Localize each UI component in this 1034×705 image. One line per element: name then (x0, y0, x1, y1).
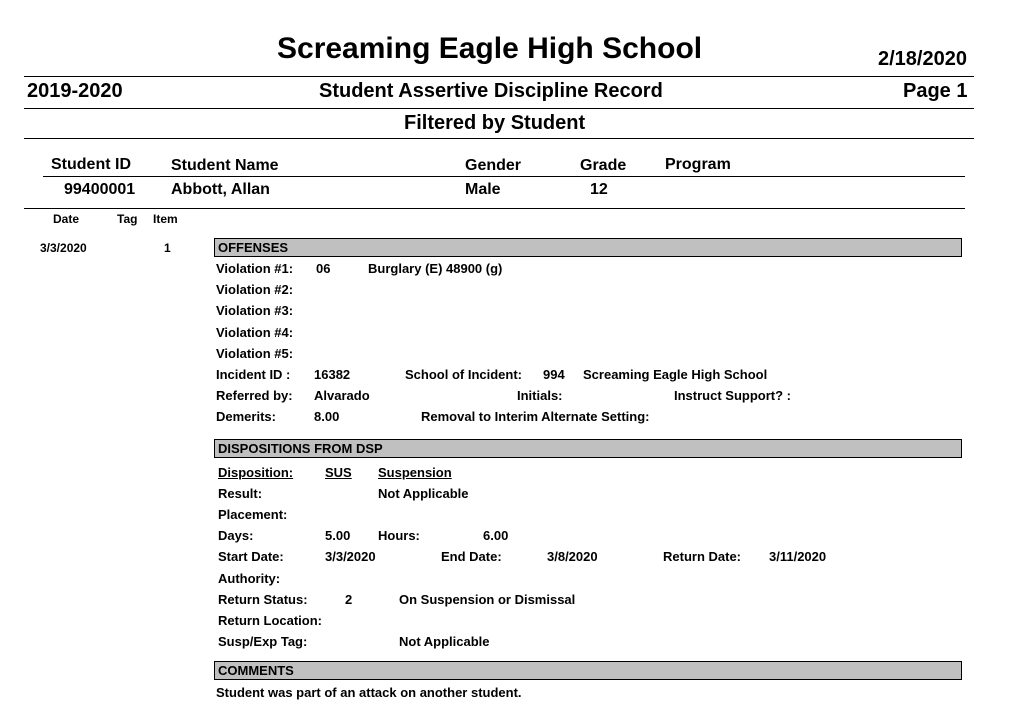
school-name: Screaming Eagle High School (583, 367, 768, 382)
col-gender: Gender (465, 157, 522, 174)
col-item: Item (153, 212, 178, 226)
incident-id-label: Incident ID : (216, 367, 291, 382)
return-status-label: Return Status: (218, 592, 308, 607)
col-date: Date (53, 212, 80, 226)
violation-1-desc: Burglary (E) 48900 (g) (368, 261, 503, 276)
end-date: 3/8/2020 (547, 549, 598, 564)
record-item: 1 (164, 241, 171, 255)
violation-2-label: Violation #2: (216, 282, 294, 297)
incident-id: 16382 (314, 367, 351, 382)
hours: 6.00 (483, 528, 509, 543)
col-grade: Grade (580, 157, 627, 174)
referred-by-label: Referred by: (216, 388, 293, 403)
filter-label: Filtered by Student (404, 112, 586, 134)
disposition-code: SUS (325, 465, 352, 480)
return-location-label: Return Location: (218, 613, 322, 628)
disposition-label: Disposition: (218, 465, 294, 480)
student-name: Abbott, Allan (171, 181, 270, 198)
start-date-label: Start Date: (218, 549, 284, 564)
placement-label: Placement: (218, 507, 288, 522)
removal-label: Removal to Interim Alternate Setting: (421, 409, 650, 424)
days-label: Days: (218, 528, 254, 543)
violation-1-code: 06 (316, 261, 331, 276)
return-status-desc: On Suspension or Dismissal (399, 592, 576, 607)
start-date: 3/3/2020 (325, 549, 376, 564)
col-student-name: Student Name (171, 157, 279, 174)
page-number: Page 1 (903, 80, 968, 102)
divider (43, 176, 965, 177)
offenses-header: OFFENSES (214, 238, 962, 257)
violation-3-label: Violation #3: (216, 303, 294, 318)
divider (24, 108, 974, 109)
print-date: 2/18/2020 (878, 48, 967, 70)
result: Not Applicable (378, 486, 469, 501)
referred-by: Alvarado (314, 388, 370, 403)
student-grade: 12 (590, 181, 608, 198)
violation-5-label: Violation #5: (216, 346, 294, 361)
col-student-id: Student ID (51, 156, 131, 173)
student-gender: Male (465, 181, 501, 198)
days: 5.00 (325, 528, 351, 543)
disposition-desc: Suspension (378, 465, 452, 480)
susp-exp-tag-label: Susp/Exp Tag: (218, 634, 308, 649)
susp-exp-tag: Not Applicable (399, 634, 490, 649)
violation-4-label: Violation #4: (216, 325, 294, 340)
authority-label: Authority: (218, 571, 281, 586)
result-label: Result: (218, 486, 263, 501)
instruct-support-label: Instruct Support? : (674, 388, 791, 403)
school-code: 994 (543, 367, 565, 382)
demerits: 8.00 (314, 409, 340, 424)
record-date: 3/3/2020 (40, 241, 87, 255)
divider (24, 76, 974, 77)
school-year: 2019-2020 (27, 80, 123, 102)
end-date-label: End Date: (441, 549, 502, 564)
divider (24, 138, 974, 139)
col-tag: Tag (117, 212, 138, 226)
report-title: Student Assertive Discipline Record (319, 80, 663, 102)
comment-text: Student was part of an attack on another student. (216, 685, 522, 700)
comments-header: COMMENTS (214, 661, 962, 680)
initials-label: Initials: (517, 388, 563, 403)
divider (24, 208, 965, 209)
demerits-label: Demerits: (216, 409, 276, 424)
hours-label: Hours: (378, 528, 420, 543)
dispositions-header: DISPOSITIONS FROM DSP (214, 439, 962, 458)
return-date: 3/11/2020 (769, 549, 827, 564)
school-title: Screaming Eagle High School (277, 32, 703, 65)
return-date-label: Return Date: (663, 549, 742, 564)
school-of-incident-label: School of Incident: (405, 367, 522, 382)
violation-1-label: Violation #1: (216, 261, 294, 276)
student-id: 99400001 (64, 181, 136, 198)
return-status-code: 2 (345, 592, 353, 607)
col-program: Program (665, 156, 731, 173)
